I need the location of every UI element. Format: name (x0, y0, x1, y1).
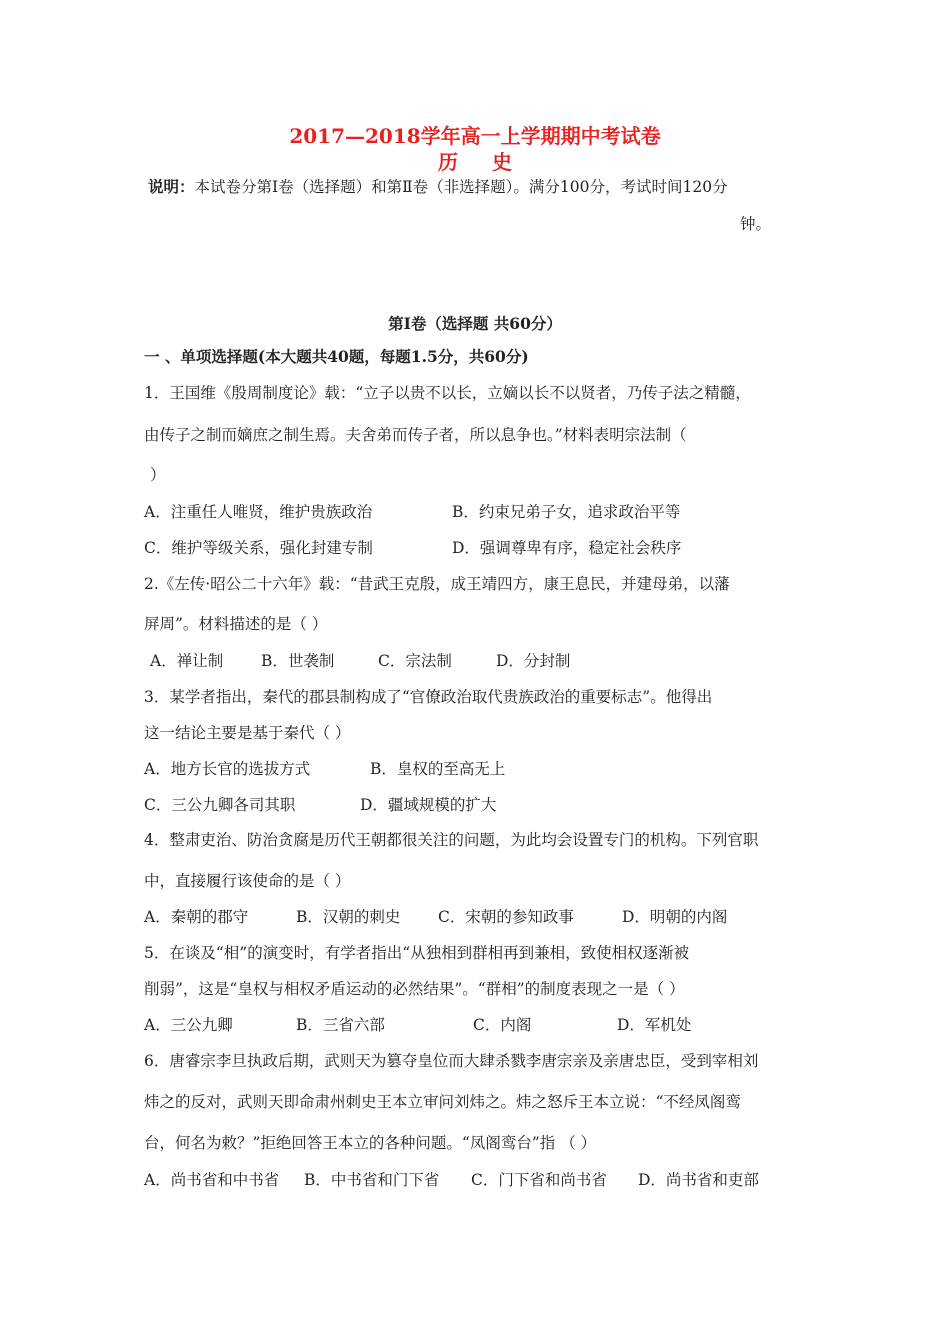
exam-note (148, 177, 728, 197)
q6-line3: 台，何名为敕？”拒绝回答王本立的各种问题。“凤阁鸾台”指 （ ） (144, 1134, 597, 1152)
q2-option-d: D．分封制 (496, 652, 571, 670)
q1-option-b: B．约束兄弟子女，追求政治平等 (452, 503, 681, 521)
q5-line1: 5．在谈及“相”的演变时，有学者指出“从独相到群相再到兼相，致使相权逐渐被 (144, 944, 690, 962)
q6-option-a: A．尚书省和中书省 (144, 1171, 280, 1189)
q1-line1: 1．王国维《殷周制度论》载：“立子以贵不以长，立嫡以长不以贤者，乃传子法之精髓， (144, 384, 751, 402)
q6-line1: 6．唐睿宗李旦执政后期，武则天为篡夺皇位而大肆杀戮李唐宗亲及亲唐忠臣，受到宰相刘 (144, 1052, 759, 1070)
note-tail: 钟。 (740, 215, 772, 233)
exam-title: 2017—2018学年高一上学期期中考试卷 (289, 124, 661, 148)
q3-option-c: C．三公九卿各司其职 (144, 796, 296, 814)
q4-line2: 中，直接履行该使命的是（ ） (144, 872, 351, 890)
q2-option-c: C．宗法制 (378, 652, 452, 670)
q6-line2: 炜之的反对，武则天即命肃州刺史王本立审问刘炜之。炜之怒斥王本立说：“不经凤阁鸾 (144, 1093, 741, 1111)
q3-line1: 3．某学者指出，秦代的郡县制构成了“官僚政治取代贵族政治的重要标志”。他得出 (144, 688, 713, 706)
q4-option-b: B．汉朝的刺史 (296, 908, 401, 926)
q6-option-d: D．尚书省和吏部 (638, 1171, 759, 1189)
q5-option-a: A．三公九卿 (144, 1016, 233, 1034)
q6-option-b: B．中书省和门下省 (304, 1171, 440, 1189)
exam-subject: 历史 (438, 150, 546, 174)
q6-option-c: C．门下省和尚书省 (471, 1171, 607, 1189)
q4-option-a: A．秦朝的郡守 (144, 908, 249, 926)
q4-option-d: D．明朝的内阁 (622, 908, 728, 926)
q5-line2: 削弱”，这是“皇权与相权矛盾运动的必然结果”。“群相”的制度表现之一是（ ） (144, 980, 685, 998)
q1-option-d: D．强调尊卑有序，稳定社会秩序 (452, 539, 682, 557)
note-text: 本试卷分第Ⅰ卷（选择题）和第Ⅱ卷（非选择题）。满分100分，考试时间120分 (194, 178, 728, 196)
q3-option-a: A．地方长官的选拔方式 (144, 760, 311, 778)
q1-option-a: A．注重任人唯贤，维护贵族政治 (144, 503, 373, 521)
q3-option-d: D．疆域规模的扩大 (360, 796, 497, 814)
q3-option-b: B．皇权的至高无上 (370, 760, 506, 778)
section-title: 第Ⅰ卷（选择题 共60分） (388, 314, 562, 333)
q5-option-c: C．内阁 (473, 1016, 532, 1034)
q5-option-b: B．三省六部 (296, 1016, 385, 1034)
q1-line3: ） (150, 466, 166, 484)
q1-line2: 由传子之制而嫡庶之制生焉。夫舍弟而传子者，所以息争也。”材料表明宗法制（ (144, 426, 687, 444)
q3-line2: 这一结论主要是基于秦代（ ） (144, 724, 351, 742)
q1-option-c: C．维护等级关系，强化封建专制 (144, 539, 373, 557)
q2-line2: 屏周”。材料描述的是（ ） (144, 615, 328, 633)
q4-option-c: C．宋朝的参知政事 (438, 908, 574, 926)
q4-line1: 4．整肃吏治、防治贪腐是历代王朝都很关注的问题，为此均会设置专门的机构。下列官职 (144, 831, 759, 849)
q2-line1: 2.《左传·昭公二十六年》载：“昔武王克殷，成王靖四方，康王息民，并建母弟，以藩 (144, 575, 730, 593)
part-title: 一 、单项选择题(本大题共40题，每题1.5分，共60分) (144, 347, 529, 366)
q2-option-b: B．世袭制 (261, 652, 335, 670)
q2-option-a: A．禅让制 (150, 652, 224, 670)
note-label: 说明： (148, 177, 195, 196)
q5-option-d: D．军机处 (617, 1016, 692, 1034)
